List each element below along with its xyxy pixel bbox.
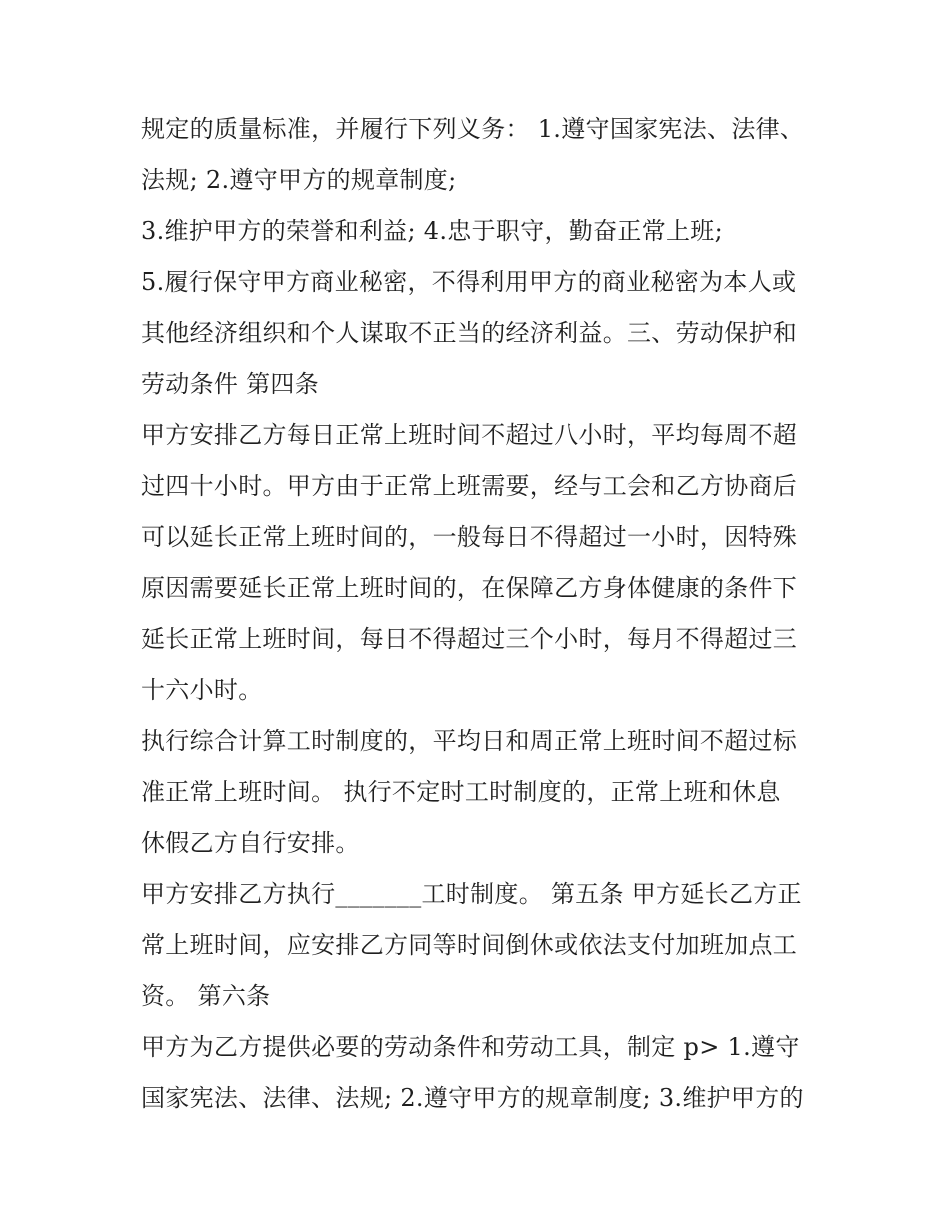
- text-line: 资。 第六条: [141, 982, 271, 1010]
- text-line: 准正常上班时间。 执行不定时工时制度的，正常上班和休息: [141, 778, 781, 806]
- text-line: 甲方安排乙方每日正常上班时间不超过八小时，平均每周不超: [141, 421, 798, 449]
- text-line: 国家宪法、法律、法规; 2.遵守甲方的规章制度; 3.维护甲方的: [141, 1084, 804, 1112]
- text-line: 休假乙方自行安排。: [141, 829, 360, 857]
- text-line: 规定的质量标准，并履行下列义务： 1.遵守国家宪法、法律、: [141, 115, 805, 143]
- text-line: 甲方为乙方提供必要的劳动条件和劳动工具，制定 p> 1.遵守: [141, 1033, 800, 1061]
- text-line: 可以延长正常上班时间的，一般每日不得超过一小时，因特殊: [141, 523, 798, 551]
- text-line: 5.履行保守甲方商业秘密，不得利用甲方的商业秘密为本人或: [141, 268, 797, 296]
- text-line: 过四十小时。甲方由于正常上班需要，经与工会和乙方协商后: [141, 472, 798, 500]
- text-line: 延长正常上班时间，每日不得超过三个小时，每月不得超过三: [141, 625, 798, 653]
- text-line: 3.维护甲方的荣誉和利益; 4.忠于职守，勤奋正常上班;: [141, 217, 723, 245]
- text-line: 劳动条件 第四条: [141, 370, 320, 398]
- text-line: 执行综合计算工时制度的，平均日和周正常上班时间不超过标: [141, 727, 798, 755]
- document-body: [141, 104, 821, 1124]
- text-line: 法规; 2.遵守甲方的规章制度;: [141, 166, 457, 194]
- text-line: 甲方安排乙方执行_______工时制度。 第五条 甲方延长乙方正: [141, 880, 802, 908]
- text-line: 常上班时间，应安排乙方同等时间倒休或依法支付加班加点工: [141, 931, 798, 959]
- text-line: 原因需要延长正常上班时间的，在保障乙方身体健康的条件下: [141, 574, 798, 602]
- text-line: 十六小时。: [141, 676, 263, 704]
- text-line: 其他经济组织和个人谋取不正当的经济利益。三、劳动保护和: [141, 319, 798, 347]
